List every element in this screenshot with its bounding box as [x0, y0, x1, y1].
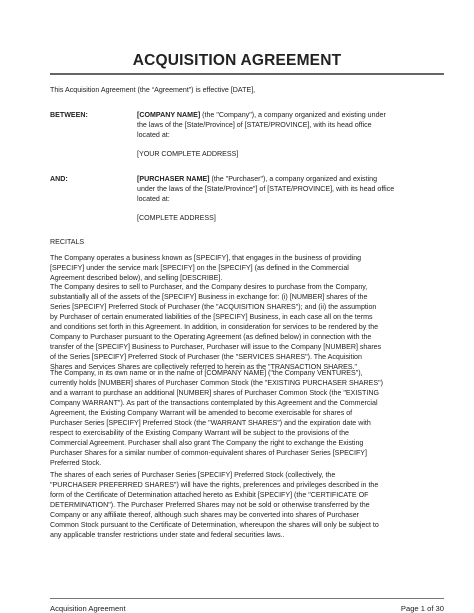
paragraph-line: Company to Purchaser pursuant to the Operating Agreement (as defined below) in connection with the [50, 333, 372, 341]
between-line-1-rest: (the "Company"), a company organized and existing under [200, 111, 386, 119]
between-label: BETWEEN: [50, 111, 88, 119]
paragraph-line: and conditions set forth in this Agreement. In addition, in consideration for services to be rendered by the [50, 323, 379, 331]
paragraph-line: transfer of the [SPECIFY] Business to Purchaser, Purchaser will issue to the Company [NUMBER] shares [50, 343, 382, 351]
paragraph-line: form of the Certificate of Determination attached hereto as Exhibit [SPECIFY] (the "CERTIFICATE OF [50, 491, 369, 499]
paragraph-line: any applicable transfer restrictions under state and federal securities laws.. [50, 531, 285, 539]
between-line-2: the laws of the [State/Province] of [STATE/PROVINCE], with its head office [137, 121, 372, 129]
company-address: [YOUR COMPLETE ADDRESS] [137, 150, 239, 158]
intro-text: This Acquisition Agreement (the “Agreement”) is effective [DATE], [50, 86, 256, 94]
title-divider [50, 73, 444, 75]
paragraph-line: Company WARRANT"). As part of the transactions contemplated by this Agreement and the Commercial [50, 399, 378, 407]
paragraph-line: The Company, in its own name or in the name of [COMPANY NAME] ("the Company VENTURES"), [50, 369, 363, 377]
between-line-3: located at: [137, 131, 170, 139]
between-line-1 [137, 111, 386, 121]
recitals-heading: RECITALS [50, 238, 85, 246]
paragraph-line: by Purchaser of certain enumerated liabilities of the [SPECIFY] Business, in each case all on the terms [50, 313, 373, 321]
paragraph-line: [SPECIFY] under the service mark [SPECIFY] on the [SPECIFY] (as defined in the Commercial [50, 264, 349, 272]
and-line-1-rest: (the "Purchaser"), a company organized and existing [209, 175, 378, 183]
paragraph-line: and a warrant to purchase an additional [NUMBER] shares of Purchaser Common Stock (the "EXISTING [50, 389, 379, 397]
paragraph-line: The Company desires to sell to Purchaser, and the Company desires to purchase from the Company, [50, 283, 368, 291]
page-number: Page 1 of 30 [400, 604, 444, 613]
paragraph-line: Preferred Stock. [50, 459, 102, 467]
and-label: AND: [50, 175, 68, 183]
paragraph-line: respect to exercisability of the Existing Company Warrant will be subject to the provisions of the [50, 429, 349, 437]
paragraph-line: Commercial Agreement. Purchaser shall also grant The Company the right to exchange the Existing [50, 439, 364, 447]
paragraph-line: The shares of each series of Purchaser Series [SPECIFY] Preferred Stock (collectively, the [50, 471, 336, 479]
paragraph-line: Agreement described below), and selling [DESCRIBE]. [50, 274, 223, 282]
paragraph-line: of the Series [SPECIFY] Preferred Stock of Purchaser (the "SERVICES SHARES"). The Acquisition [50, 353, 362, 361]
and-line-1 [137, 175, 377, 185]
paragraph-line: Agreement, the Existing Company Warrant will be amended to become exercisable for shares of [50, 409, 353, 417]
purchaser-address: [COMPLETE ADDRESS] [137, 214, 216, 222]
paragraph-line: DETERMINATION"). The Purchaser Preferred Shares may not be sold or otherwise transferred by the [50, 501, 370, 509]
document-title: ACQUISITION AGREEMENT [132, 52, 342, 69]
footer-divider [50, 598, 444, 599]
paragraph-line: "PURCHASER PREFERRED SHARES") will have the rights, preferences and privileges described in the [50, 481, 379, 489]
paragraph-line: Series [SPECIFY] Preferred Stock of Purchaser (the "ACQUISITION SHARES"); and (ii) the assumption [50, 303, 377, 311]
paragraph-line: Purchaser Shares for a similar number of common-equivalent shares of Purchaser Series [SPECIFY] [50, 449, 367, 457]
purchaser-name: [PURCHASER NAME] [137, 175, 210, 183]
footer-title: Acquisition Agreement [50, 604, 126, 613]
paragraph-line: Company or any affiliate thereof, although such shares may be converted into shares of Purchaser [50, 511, 360, 519]
paragraph-line: Common Stock pursuant to the Certificate of Determination, whereupon the shares will only be subject to [50, 521, 379, 529]
paragraph-line: currently holds [NUMBER] shares of Purchaser Common Stock (the "EXISTING PURCHASER SHARES") [50, 379, 384, 387]
paragraph-line: The Company operates a business known as [SPECIFY], that engages in the business of providing [50, 254, 362, 262]
and-line-2: under the laws of the [State/Province"] of [STATE/PROVINCE], with its head office [137, 185, 395, 193]
paragraph-line: substantially all of the assets of the [SPECIFY] Business in exchange for: (i) [NUMBER] shares of the [50, 293, 368, 301]
paragraph-line: Shares and Services Shares are collectively referred to herein as the "TRANSACTION SHARES." [50, 363, 358, 371]
paragraph-line: Purchaser Series [SPECIFY] Preferred Stock (the "WARRANT SHARES") and the expiration date with [50, 419, 371, 427]
and-line-3: located at: [137, 195, 170, 203]
company-name: [COMPANY NAME] [137, 111, 201, 119]
